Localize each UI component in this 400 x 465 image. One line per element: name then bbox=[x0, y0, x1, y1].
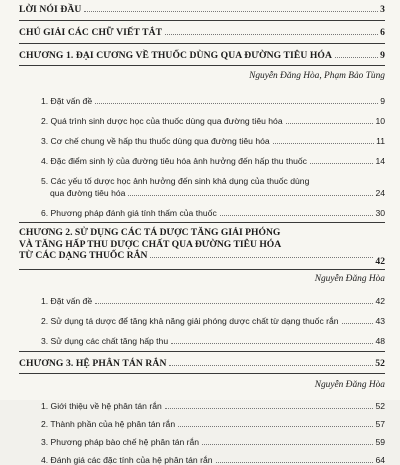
toc-item-partial[interactable] bbox=[19, 455, 385, 465]
dot-leader bbox=[150, 257, 373, 258]
toc-item-page: 42 bbox=[375, 295, 385, 306]
toc-item[interactable] bbox=[19, 116, 385, 126]
chapter-page: 42 bbox=[375, 256, 385, 267]
dot-leader bbox=[342, 323, 374, 324]
toc-item[interactable] bbox=[19, 401, 385, 411]
toc-item-page: 10 bbox=[375, 116, 385, 126]
chapter-author: Nguyễn Đăng Hòa bbox=[314, 379, 385, 390]
toc-item-title-line1: 5. Các yếu tố dược học ảnh hưởng đến sinh khả dụng của thuốc dùng bbox=[41, 176, 310, 186]
toc-item-page: 30 bbox=[375, 208, 385, 218]
page-crop-edge bbox=[0, 394, 400, 400]
chapter-title: CHƯƠNG 3. HỆ PHÂN TÁN RẮN bbox=[19, 357, 167, 369]
chapter-author: Nguyễn Đăng Hòa bbox=[314, 273, 385, 284]
toc-item-page: 24 bbox=[375, 188, 385, 198]
divider bbox=[19, 222, 385, 223]
divider bbox=[19, 20, 385, 21]
toc-entry-title: LỜI NÓI ĐẦU bbox=[19, 4, 82, 15]
toc-item-page: 9 bbox=[380, 96, 385, 106]
toc-item-page: 11 bbox=[376, 136, 385, 146]
toc-item[interactable] bbox=[19, 156, 385, 166]
toc-entry-loi-noi-dau[interactable] bbox=[19, 4, 385, 15]
chapter-title-line1: CHƯƠNG 2. SỬ DỤNG CÁC TÁ DƯỢC TĂNG GIẢI PHÓNG bbox=[19, 227, 281, 238]
chapter-page: 52 bbox=[375, 357, 385, 369]
toc-item[interactable] bbox=[19, 175, 385, 199]
toc-chapter-1[interactable] bbox=[19, 50, 385, 61]
chapter-page: 9 bbox=[380, 50, 385, 61]
toc-item-page: 43 bbox=[375, 315, 385, 326]
toc-item-title: 3. Phương pháp bào chế hệ phân tán rắn bbox=[41, 436, 200, 447]
toc-item[interactable] bbox=[19, 208, 385, 218]
toc-entry-title: CHÚ GIẢI CÁC CHỮ VIẾT TẮT bbox=[19, 27, 163, 38]
toc-entry-page: 6 bbox=[380, 27, 385, 38]
dot-leader bbox=[169, 365, 373, 366]
dot-leader bbox=[286, 123, 374, 124]
chapter-title-line3: TỪ CÁC DẠNG THUỐC RẮN bbox=[19, 250, 148, 261]
divider bbox=[19, 351, 385, 352]
dot-leader bbox=[202, 444, 373, 445]
toc-item[interactable] bbox=[19, 296, 385, 306]
divider bbox=[19, 373, 385, 374]
dot-leader bbox=[310, 163, 373, 164]
toc-item[interactable] bbox=[19, 96, 385, 106]
toc-item[interactable] bbox=[19, 437, 385, 447]
toc-item-title: 3. Sử dụng các chất tăng hấp thu bbox=[41, 335, 169, 346]
chapter-title: CHƯƠNG 1. ĐẠI CƯƠNG VỀ THUỐC DÙNG QUA ĐƯỜNG TIÊU HÓA bbox=[19, 50, 333, 61]
toc-item-page: 14 bbox=[375, 156, 385, 166]
toc-item[interactable] bbox=[19, 136, 385, 146]
toc-item[interactable] bbox=[19, 336, 385, 346]
divider bbox=[19, 65, 385, 66]
dot-leader bbox=[165, 408, 374, 409]
divider bbox=[19, 43, 385, 44]
toc-item-title: 1. Đặt vấn đề bbox=[41, 295, 93, 306]
dot-leader bbox=[84, 11, 378, 12]
divider bbox=[19, 269, 385, 270]
dot-leader bbox=[95, 103, 378, 104]
dot-leader bbox=[171, 343, 373, 344]
toc-chapter-2[interactable] bbox=[19, 227, 385, 267]
toc-item-title: 1. Đặt vấn đề bbox=[41, 96, 93, 106]
toc-item-title-line2: qua đường tiêu hóa bbox=[50, 188, 126, 198]
toc-entry-page: 3 bbox=[380, 4, 385, 15]
toc-item-page: 52 bbox=[375, 400, 385, 411]
toc-entry-chu-giai[interactable] bbox=[19, 27, 385, 38]
toc-item-title: 2. Thành phần của hệ phân tán rắn bbox=[41, 418, 176, 429]
toc-item-title: 1. Giới thiệu về hệ phân tán rắn bbox=[41, 400, 162, 411]
chapter-title-line2: VÀ TĂNG HẤP THU DƯỢC CHẤT QUA ĐƯỜNG TIÊU HÓA bbox=[19, 238, 282, 250]
toc-item-page: 59 bbox=[375, 436, 385, 447]
toc-item-title: 4. Đặc điểm sinh lý của đường tiêu hóa ảnh hưởng đến hấp thu thuốc bbox=[41, 156, 307, 166]
dot-leader bbox=[220, 215, 374, 216]
toc-item-title: 4. Đánh giá các đặc tính của hệ phân tán rắn bbox=[41, 454, 213, 465]
toc-item-page: 57 bbox=[375, 418, 385, 429]
dot-leader bbox=[128, 195, 373, 196]
toc-item-page: 64 bbox=[375, 454, 385, 465]
toc-item-title: 2. Sử dụng tá dược để tăng khả năng giải phóng dược chất từ dạng thuốc rắn bbox=[41, 315, 339, 326]
toc-item-title: 3. Cơ chế chung về hấp thu thuốc dùng qua đường tiêu hóa bbox=[41, 136, 270, 146]
toc-item[interactable] bbox=[19, 419, 385, 429]
dot-leader bbox=[95, 303, 373, 304]
chapter-author: Nguyễn Đăng Hòa, Phạm Bảo Tùng bbox=[249, 71, 385, 81]
dot-leader bbox=[165, 34, 378, 35]
toc-item-title: 2. Quá trình sinh dược học của thuốc dùng qua đường tiêu hóa bbox=[41, 116, 283, 126]
toc-item[interactable] bbox=[19, 316, 385, 326]
dot-leader bbox=[335, 57, 378, 58]
toc-item-page: 48 bbox=[375, 335, 385, 346]
dot-leader bbox=[178, 426, 373, 427]
toc-chapter-3[interactable] bbox=[19, 358, 385, 369]
dot-leader bbox=[216, 462, 374, 463]
toc-item-title: 6. Phương pháp đánh giá tính thấm của thuốc bbox=[41, 208, 217, 218]
dot-leader bbox=[273, 143, 374, 144]
